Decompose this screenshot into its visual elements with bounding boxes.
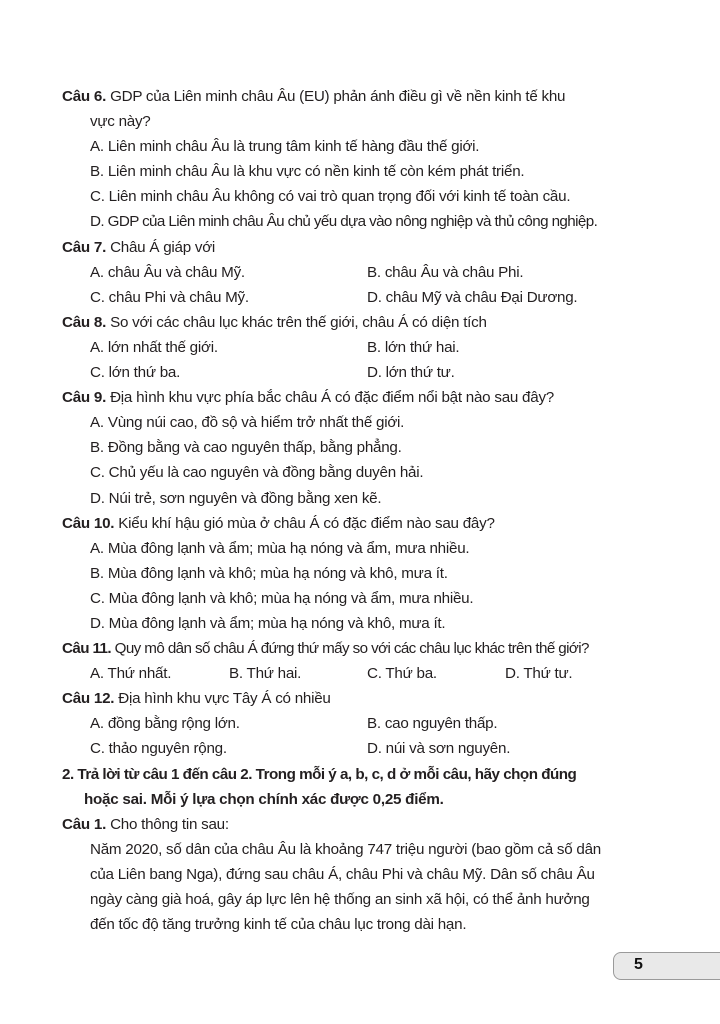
- question-text: Kiểu khí hậu gió mùa ở châu Á có đặc điểm nào sau đây?: [118, 514, 495, 532]
- option-d: D. lớn thứ tư.: [367, 364, 455, 382]
- question-text: Châu Á giáp với: [110, 238, 216, 256]
- question-text-cont: vực này?: [90, 113, 151, 131]
- question-label: Câu 10.: [62, 514, 115, 532]
- question-label: Câu 7.: [62, 238, 107, 256]
- option-a: A. đồng bằng rộng lớn.: [90, 715, 240, 733]
- question-label: Câu 9.: [62, 389, 107, 407]
- option-c: C. Thứ ba.: [367, 665, 437, 683]
- options-row: [62, 661, 662, 686]
- page-number: 5: [634, 956, 643, 973]
- option-a: A. Liên minh châu Âu là trung tâm kinh tế hàng đầu thế giới.: [90, 138, 480, 156]
- question-text: GDP của Liên minh châu Âu (EU) phản ánh điều gì về nền kinh tế khu: [110, 88, 566, 105]
- paragraph-line: ngày càng già hoá, gây áp lực lên hệ thống an sinh xã hội, có thể ảnh hưởng: [90, 891, 590, 908]
- option-b: B. Đồng bằng và cao nguyên thấp, bằng phẳng.: [90, 439, 402, 457]
- question-text: So với các châu lục khác trên thế giới, châu Á có diện tích: [110, 313, 487, 331]
- question-label: Câu 12.: [62, 690, 115, 708]
- question-label: Câu 11.: [62, 640, 111, 658]
- options-row: [62, 335, 662, 360]
- question-label: Câu 6.: [62, 88, 107, 105]
- question-8: [62, 310, 662, 335]
- question-text: Quy mô dân số châu Á đứng thứ mấy so với các châu lục khác trên thế giới?: [114, 640, 589, 658]
- question-12: [62, 686, 662, 711]
- option-d: D. Núi trẻ, sơn nguyên và đồng bằng xen kẽ.: [90, 489, 382, 507]
- options-row: [62, 711, 662, 736]
- question-1: [62, 812, 662, 837]
- option-c: C. lớn thứ ba.: [90, 364, 181, 382]
- paragraph-line: của Liên bang Nga), đứng sau châu Á, châu Phi và châu Mỹ. Dân số châu Âu: [90, 865, 595, 883]
- option-d: D. Thứ tư.: [505, 665, 573, 683]
- option-d: D. núi và sơn nguyên.: [367, 740, 511, 758]
- option-c: C. Liên minh châu Âu không có vai trò quan trọng đối với kinh tế toàn cầu.: [90, 188, 571, 206]
- option-d: D. Mùa đông lạnh và ẩm; mùa hạ nóng và khô, mưa ít.: [90, 614, 446, 632]
- section-heading: 2. Trả lời từ câu 1 đến câu 2. Trong mỗi ý a, b, c, d ở mỗi câu, hãy chọn đúng: [62, 765, 577, 783]
- paragraph-line: đến tốc độ tăng trưởng kinh tế của châu lục trong dài hạn.: [90, 916, 467, 934]
- option-c: C. thảo nguyên rộng.: [90, 740, 227, 758]
- option-b: B. Liên minh châu Âu là khu vực có nền kinh tế còn kém phát triển.: [90, 163, 525, 181]
- options-row: [62, 285, 662, 310]
- option-a: A. Vùng núi cao, đồ sộ và hiểm trở nhất thế giới.: [90, 414, 405, 432]
- option-b: B. Thứ hai.: [229, 665, 302, 683]
- option-c: C. châu Phi và châu Mỹ.: [90, 288, 249, 306]
- option-c: C. Mùa đông lạnh và khô; mùa hạ nóng và ẩm, mưa nhiều.: [90, 589, 474, 607]
- question-label: Câu 8.: [62, 313, 107, 331]
- options-row: [62, 736, 662, 761]
- question-text: Cho thông tin sau:: [110, 815, 229, 833]
- question-label: Câu 1.: [62, 815, 107, 833]
- option-a: A. Mùa đông lạnh và ẩm; mùa hạ nóng và ẩm, mưa nhiều.: [90, 539, 470, 557]
- option-b: B. lớn thứ hai.: [367, 338, 460, 356]
- question-text: Địa hình khu vực Tây Á có nhiều: [118, 690, 331, 708]
- option-a: A. châu Âu và châu Mỹ.: [90, 263, 245, 281]
- question-10: [62, 511, 662, 536]
- question-6: [62, 84, 662, 109]
- question-text: Địa hình khu vực phía bắc châu Á có đặc điểm nổi bật nào sau đây?: [110, 389, 554, 407]
- paragraph-line: Năm 2020, số dân của châu Âu là khoảng 747 triệu người (bao gồm cả số dân: [90, 840, 601, 858]
- option-a: A. lớn nhất thế giới.: [90, 338, 218, 356]
- question-9: [62, 385, 662, 410]
- options-row: [62, 360, 662, 385]
- option-c: C. Chủ yếu là cao nguyên và đồng bằng duyên hải.: [90, 464, 424, 482]
- option-d: D. GDP của Liên minh châu Âu chủ yếu dựa vào nông nghiệp và thủ công nghiệp.: [90, 213, 598, 231]
- option-b: B. cao nguyên thấp.: [367, 715, 498, 733]
- options-row: [62, 260, 662, 285]
- question-11: [62, 636, 662, 661]
- section-heading-cont: hoặc sai. Mỗi ý lựa chọn chính xác được 0,25 điểm.: [84, 790, 444, 808]
- option-a: A. Thứ nhất.: [90, 665, 172, 683]
- page-number-tab: [613, 952, 720, 980]
- document-body: [62, 84, 662, 937]
- option-d: D. châu Mỹ và châu Đại Dương.: [367, 288, 578, 306]
- question-7: [62, 235, 662, 260]
- option-b: B. Mùa đông lạnh và khô; mùa hạ nóng và khô, mưa ít.: [90, 564, 448, 582]
- option-b: B. châu Âu và châu Phi.: [367, 263, 524, 281]
